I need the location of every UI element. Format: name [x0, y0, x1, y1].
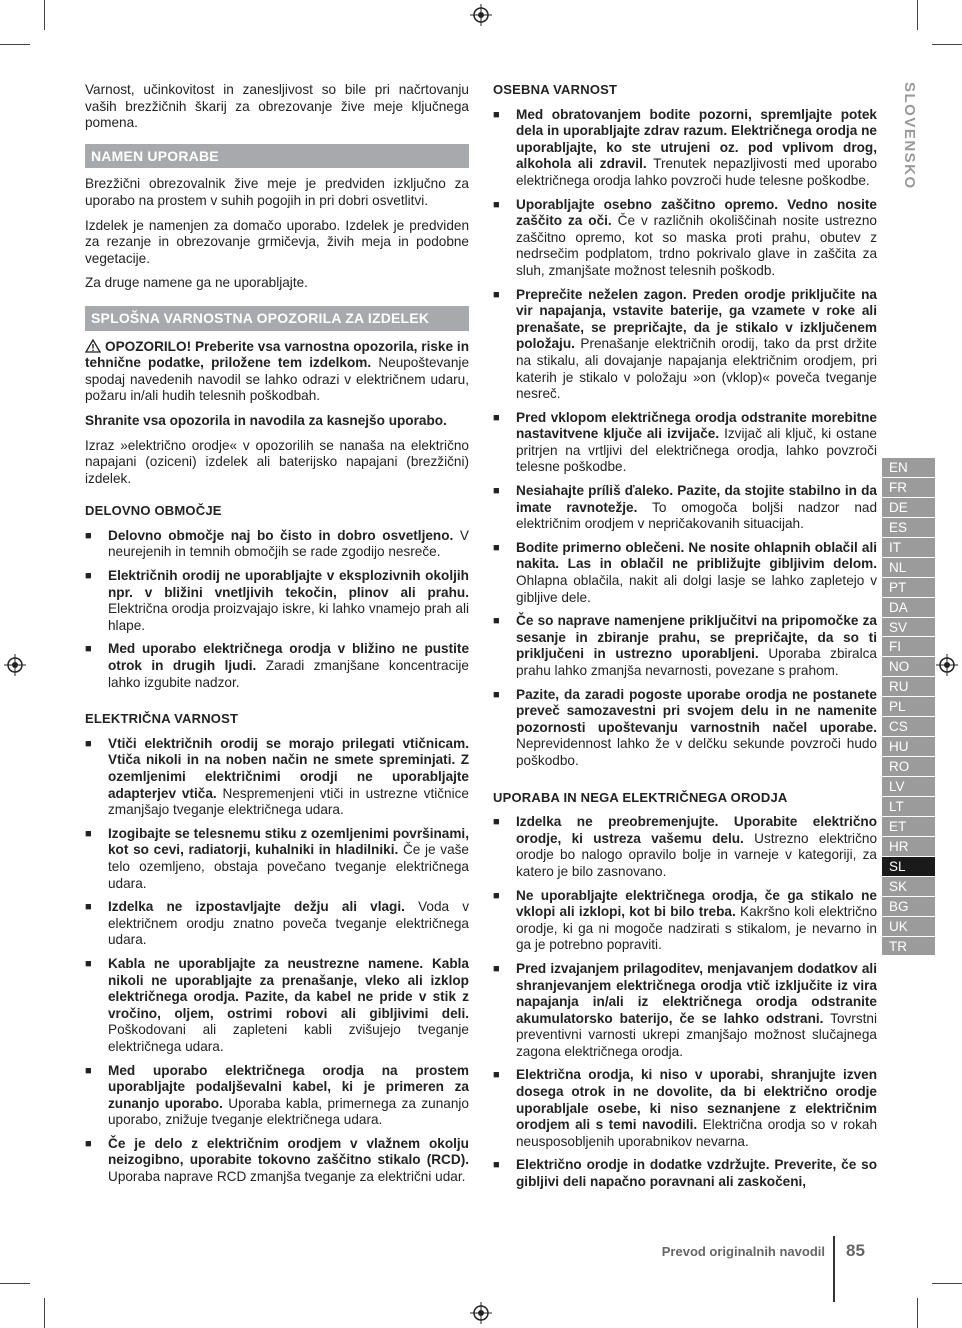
language-tab-da[interactable]: DA	[882, 598, 935, 618]
language-tab-ro[interactable]: RO	[882, 757, 935, 777]
warning-bold: OPOZORILO! Preberite vsa varnostna opozorila, riske in tehnične podatke, priložene tem izdelkom.	[85, 338, 469, 371]
subheading-elektricna: ELEKTRIČNA VARNOST	[85, 711, 239, 727]
list-item: ■ Če je delo z električnim orodjem v vlažnem okolju neizogibno, uporabite tokovno zaščitno stikalo (RCD). Uporaba naprave RCD zmanjša tveganje za električni udar.	[85, 1135, 469, 1185]
crop-mark	[44, 0, 45, 30]
square-bullet-icon: ■	[493, 198, 500, 211]
language-tab-pl[interactable]: PL	[882, 697, 935, 717]
square-bullet-icon: ■	[493, 1159, 500, 1172]
list-item: ■ Delovno območje naj bo čisto in dobro osvetljeno. V neurejenih in temnih območjih se rade zgodijo nesreče.	[85, 527, 469, 560]
list-item: ■ Med obratovanjem bodite pozorni, spremljajte potek dela in uporabljajte zdrav razum. Električnega orodja ne uporabljajte, ko ste utrujeni oz. pod vplivom drog, alkohola ali zdravil. Trenutek nepazljivosti med uporabo električnega orodja lahko povzroči hude telesne poškodbe.	[493, 106, 877, 188]
keep-instructions: Shranite vsa opozorila in navodila za kasnejšo uporabo.	[85, 412, 447, 428]
square-bullet-icon: ■	[493, 1069, 500, 1082]
language-tab-bg[interactable]: BG	[882, 897, 935, 917]
list-item: ■ Izdelka ne izpostavljajte dežju ali vlagi. Voda v električnem orodju znatno poveča tveganje električnega udara.	[85, 899, 470, 948]
language-tab-hu[interactable]: HU	[882, 737, 935, 757]
list-item: ■ Električna orodja, ki niso v uporabi, shranjujte izven dosega otrok in ne dovolite, da bi električno orodje uporabljale osebe, ki niso seznanjene z električnim orodjem ali s temi navodili. Električna orodja so v rokah neusposobljenih uporabnikov nevarna.	[493, 1067, 878, 1149]
language-tab-fr[interactable]: FR	[882, 478, 935, 498]
list-item: ■ Pred vklopom električnega orodja odstranite morebitne nastavitvene ključe ali izvijače. Izvijač ali ključ, ki ostane pritrjen na vrtljivi del električnega orodja, lahko povzroči telesne poškodbe.	[493, 409, 877, 475]
language-tab-hr[interactable]: HR	[882, 837, 935, 857]
list-item: ■ Kabla ne uporabljajte za neustrezne namene. Kabla nikoli ne uporabljajte za prenašanje, vleko ali izklop električnega orodja. Pazite, da kabel ne pride v stik z vročino, oljem, ostrimi robovi ali gibljivimi deli. Poškodovani ali zapleteni kabli zvišujejo tveganje električnega udara.	[85, 955, 469, 1054]
subheading-osebna: OSEBNA VARNOST	[493, 82, 618, 97]
square-bullet-icon: ■	[85, 529, 92, 542]
list-item: ■ Električno orodje in dodatke vzdržujte. Preverite, če so gibljivi deli napačno poravnani ali zaskočeni,	[493, 1157, 877, 1190]
square-bullet-icon: ■	[493, 108, 500, 121]
language-tab-uk[interactable]: UK	[882, 917, 935, 937]
square-bullet-icon: ■	[85, 957, 92, 970]
intro-paragraph: Varnost, učinkovitost in zanesljivost so bile pri načrtovanju vaših brezžičnih škarij za obrezovanje žive meje ključnega pomena.	[85, 82, 469, 131]
crop-mark	[932, 1283, 962, 1284]
crop-mark	[0, 1283, 30, 1284]
crop-mark	[932, 44, 962, 45]
language-tab-et[interactable]: ET	[882, 817, 935, 837]
language-tab-it[interactable]: IT	[882, 538, 935, 558]
list-item: ■ Med uporabo električnega orodja na prostem uporabljajte podaljševalni kabel, ki je primeren za zunanjo uporabo. Uporaba kabla, primernega za zunanjo uporabo, znižuje tveganje električnega udara.	[85, 1062, 469, 1128]
right-column	[493, 82, 877, 1198]
paragraph: Za druge namene ga ne uporabljajte.	[85, 275, 308, 291]
square-bullet-icon: ■	[493, 485, 500, 498]
language-tab-fi[interactable]: FI	[882, 637, 935, 657]
language-tab-sk[interactable]: SK	[882, 877, 935, 897]
language-tab-de[interactable]: DE	[882, 498, 935, 518]
language-tab-lt[interactable]: LT	[882, 797, 935, 817]
square-bullet-icon: ■	[493, 288, 500, 301]
square-bullet-icon: ■	[85, 901, 92, 914]
list-item: ■ Izogibajte se telesnemu stiku z ozemljenimi površinami, kot so cevi, radiatorji, kuhalniki in hladilniki. Če je vaše telo ozemljeno, obstaja povečano tveganje električnega udara.	[85, 825, 469, 891]
section-banner-splosna: SPLOŠNA VARNOSTNA OPOZORILA ZA IZDELEK	[85, 306, 469, 331]
language-tab-es[interactable]: ES	[882, 518, 935, 538]
square-bullet-icon: ■	[85, 737, 92, 750]
language-tab-sl[interactable]: SL	[882, 857, 935, 877]
list-item: ■ Izdelka ne preobremenjujte. Uporabite električno orodje, ki ustreza vašemu delu. Ustrezno električno orodje bo nalogo opravilo bolje in varneje v kategoriji, za katero je bilo zasnovano.	[493, 814, 877, 879]
square-bullet-icon: ■	[493, 962, 500, 975]
registration-mark-icon	[4, 654, 26, 676]
language-tab-pt[interactable]: PT	[882, 578, 935, 598]
list-item: ■ Pred izvajanjem prilagoditev, menjavanjem dodatkov ali shranjevanjem električnega orodja vtič izključite iz vira napajanja in/ali iz električnega orodja odstranite akumulatorsko baterijo, če se lahko odstrani. Tovrstni preventivni varnosti ukrepi zmanjšajo možnost slučajnega zagona električnega orodja.	[493, 960, 877, 1059]
square-bullet-icon: ■	[493, 411, 500, 424]
square-bullet-icon: ■	[493, 541, 500, 554]
footer-text: Prevod originalnih navodil	[661, 1244, 825, 1259]
square-bullet-icon: ■	[85, 1064, 92, 1077]
list-item: ■ Nesiahajte príliš ďaleko. Pazite, da stojite stabilno in da imate ravnotežje. To omogoča boljši nadzor nad električnim orodjem v nepričakovanih situacijah.	[493, 483, 878, 532]
language-tabs	[882, 458, 935, 956]
square-bullet-icon: ■	[493, 816, 500, 829]
language-tab-tr[interactable]: TR	[882, 937, 935, 957]
language-tab-nl[interactable]: NL	[882, 558, 935, 578]
section-banner-namen: NAMEN UPORABE	[85, 144, 469, 169]
square-bullet-icon: ■	[85, 827, 92, 840]
warning-text: Neupoštevanje spodaj navedenih navodil se lahko odrazi v električnem udaru, požaru in/ali hudih telesnih poškodbah.	[85, 355, 470, 404]
language-tab-ru[interactable]: RU	[882, 677, 935, 697]
registration-mark-icon	[936, 654, 958, 676]
square-bullet-icon: ■	[493, 889, 500, 902]
registration-mark-icon	[470, 4, 492, 26]
language-tab-en[interactable]: EN	[882, 458, 935, 478]
paragraph: Brezžični obrezovalnik žive meje je predviden izključno za uporabo na prostem v suhih pogojih in pri dobri osvetlitvi.	[85, 176, 469, 208]
square-bullet-icon: ■	[85, 1137, 92, 1150]
list-item: ■ Bodite primerno oblečeni. Ne nosite ohlapnih oblačil ali nakita. Las in oblačil ne približujte gibljivim delom. Ohlapna oblačila, nakit ali dolgi lasje se lahko zapletejo v gibljive dele.	[493, 539, 877, 605]
square-bullet-icon: ■	[85, 643, 92, 656]
left-column	[85, 82, 469, 1193]
sidebar-language-title: SLOVENSKO	[901, 82, 918, 190]
language-tab-cs[interactable]: CS	[882, 717, 935, 737]
crop-mark	[44, 1298, 45, 1328]
registration-mark-icon	[470, 1302, 492, 1324]
page-number: 85	[846, 1241, 865, 1260]
square-bullet-icon: ■	[493, 688, 500, 701]
square-bullet-icon: ■	[493, 615, 500, 628]
list-item: ■ Če so naprave namenjene priključitvi na pripomočke za sesanje in zbiranje prahu, se prepričajte, da so ti priključeni in ustrezno uporabljeni. Uporaba zbiralca prahu lahko zmanjša nevarnosti, povezane s prahom.	[493, 613, 877, 678]
warning-triangle-icon	[85, 339, 101, 353]
subheading-uporaba: UPORABA IN NEGA ELEKTRIČNEGA ORODJA	[493, 789, 788, 805]
list-item: ■ Električnih orodij ne uporabljajte v eksplozivnih okoljih npr. v bližini vnetljivih tekočin, plinov ali prahu. Električna orodja proizvajajo iskre, ki lahko vnamejo prah ali hlape.	[85, 568, 469, 633]
square-bullet-icon: ■	[85, 570, 92, 583]
crop-mark	[917, 1298, 918, 1328]
language-tab-no[interactable]: NO	[882, 657, 935, 677]
list-item: ■ Preprečite neželen zagon. Preden orodje priključite na vir napajanja, vstavite baterije, ga vzamete v roke ali prenašate, se prepričajte, da je stikalo v izključenem položaju. Prenašanje električnih orodij, tako da prst držite na stikalu, ali dovajanje napajanja električnim orodjem, pri katerih je stikalo v položaju »on (vklop)« poveča tveganje nesreč.	[493, 286, 877, 402]
language-tab-sv[interactable]: SV	[882, 618, 935, 638]
crop-mark	[917, 0, 918, 30]
list-item: ■ Vtiči električnih orodij se morajo prilegati vtičnicam. Vtiča nikoli in na noben način ne smete spreminjati. Z ozemljenimi električnimi orodji ne uporabljajte adapterjev vtiča. Nespremenjeni vtiči in ustrezne vtičnice zmanjšajo tveganje električnega udara.	[85, 735, 469, 818]
list-item: ■ Med uporabo električnega orodja v bližino ne pustite otrok in drugih ljudi. Zaradi zmanjšane koncentracije lahko izgubite nadzor.	[85, 641, 469, 690]
language-tab-lv[interactable]: LV	[882, 777, 935, 797]
list-item: ■ Ne uporabljajte električnega orodja, če ga stikalo ne vklopi ali izklopi, kot bi bilo treba. Kakršno koli električno orodje, ki ga ni mogoče nadzirati s stikalom, je nevarno in ga je potrebno popraviti.	[493, 887, 878, 953]
paragraph: Izdelek je namenjen za domačo uporabo. Izdelek je predviden za rezanje in obrezovanje grmičevja, živih meja in podobne vegetacije.	[85, 217, 469, 266]
warning-paragraph	[85, 339, 469, 405]
crop-mark	[0, 44, 30, 45]
subheading-delovno: DELOVNO OBMOČJE	[85, 503, 222, 519]
list-item: ■ Pazite, da zaradi pogoste uporabe orodja ne postanete preveč samozavestni pri svojem delu in ne namenite pozornosti upoštevanju varnostnih načel uporabe. Neprevidennost lahko že v delčku sekunde povzroči hudo poškodbo.	[493, 686, 877, 768]
term-definition: Izraz »električno orodje« v opozorilih se nanaša na električno napajani (oziceni) izdelek ali baterijsko napajani (brezžični) izdelek.	[85, 437, 469, 486]
list-item: ■ Uporabljajte osebno zaščitno opremo. Vedno nosite zaščito za oči. Če v različnih okoliščinah nosite ustrezno zaščitno opremo, kot so maska proti prahu, obutev z nedrsečim podplatom, trdno pokrivalo glave in zaščita za sluh, zmanjšate možnost telesnih poškodb.	[493, 196, 877, 278]
footer-divider	[833, 1236, 835, 1302]
